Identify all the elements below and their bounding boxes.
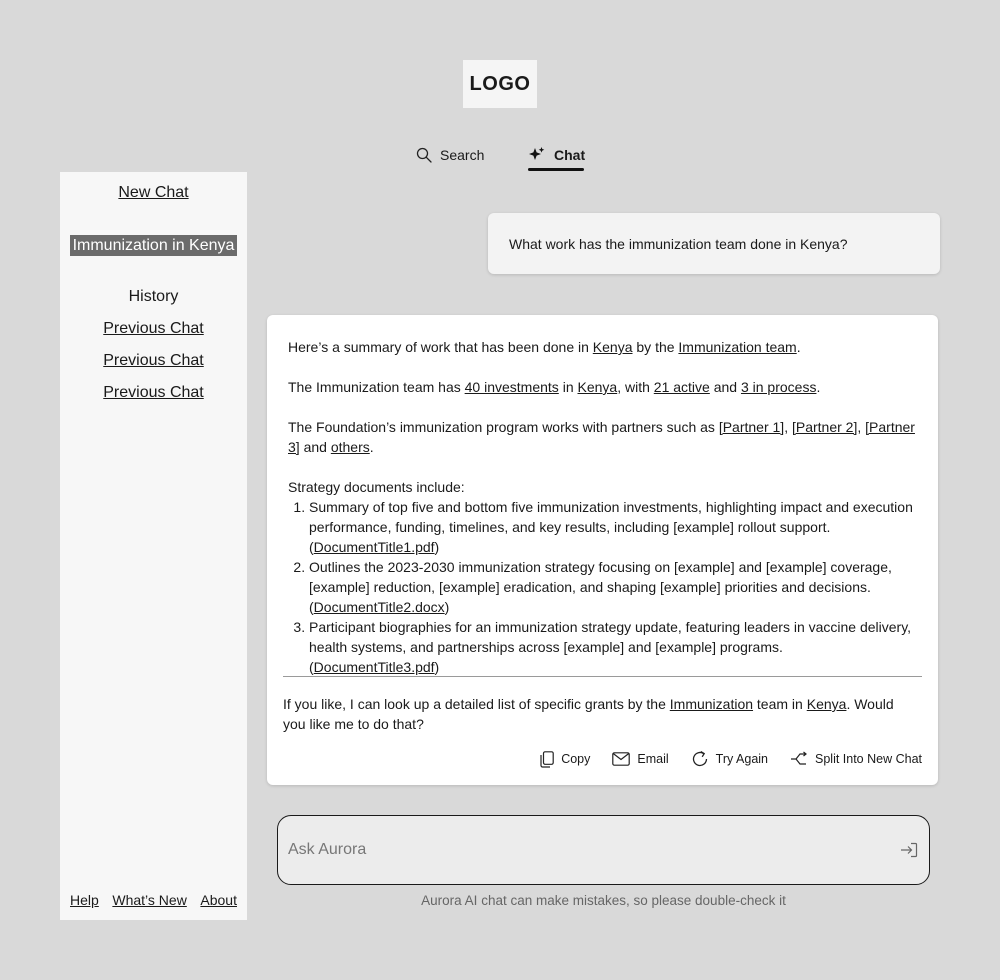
text: , with [617,379,654,395]
disclaimer: Aurora AI chat can make mistakes, so please double-check it [421,893,786,908]
sidebar-item-previous-chat[interactable]: Previous Chat [103,352,204,369]
documents-list [288,497,916,677]
response-body [288,337,916,677]
text: and [299,439,331,455]
text: . [369,439,374,455]
assistant-response [267,315,938,785]
immunization-link[interactable]: Immunization [669,696,754,712]
text: in [558,379,578,395]
text: . Would you like me to do that? [283,696,894,732]
partner-2-link[interactable]: [Partner 2] [791,419,858,435]
text: The Immunization team has [288,379,465,395]
tab-search[interactable] [416,138,484,172]
try-again-label: Try Again [715,752,768,766]
email-label: Email [637,752,669,766]
chat-input-box [277,815,930,885]
investments-paragraph [288,377,916,397]
sidebar-footer [70,892,237,908]
in-process-investments-link[interactable]: 3 in process [740,379,817,395]
investments-link[interactable]: 40 investments [464,379,559,395]
tab-bar [0,138,1000,174]
help-link[interactable]: Help [70,892,99,908]
refresh-icon [691,750,709,768]
send-button[interactable] [889,842,929,858]
text: by the [632,339,679,355]
partners-paragraph [288,417,916,457]
partner-3-link[interactable]: [Partner 3] [288,419,915,455]
text: , [784,419,792,435]
divider [283,676,922,677]
kenya-link[interactable]: Kenya [592,339,633,355]
split-icon [790,751,808,767]
text: and [709,379,741,395]
active-tab-indicator [528,168,584,171]
list-item [309,497,916,557]
text: If you like, I can look up a detailed list of specific grants by the [283,696,670,712]
kenya-link[interactable]: Kenya [577,379,618,395]
followup-question [283,694,913,734]
partner-1-link[interactable]: [Partner 1] [718,419,785,435]
others-link[interactable]: others [330,439,370,455]
sparkle-icon [528,146,546,164]
sidebar-item-previous-chat[interactable]: Previous Chat [103,320,204,337]
new-chat-link[interactable]: New Chat [118,184,189,201]
send-icon [900,842,918,858]
text: ) [444,599,450,615]
documents-intro: Strategy documents include: [288,479,465,495]
sidebar [60,172,247,920]
user-message [488,213,940,274]
text: The Foundation’s immunization program works with partners such as [288,419,719,435]
user-message-text: What work has the immunization team done in Kenya? [509,235,848,252]
copy-label: Copy [561,752,591,766]
sidebar-item-active-chat[interactable]: Immunization in Kenya [70,235,237,256]
text: Outlines the 2023-2030 immunization strategy focusing on [example] and [example] coverage, [example] reduction, [example] eradication, and shaping [example] priorities and decisions. ( [309,559,892,615]
response-actions [540,749,922,769]
sidebar-item-previous-chat[interactable]: Previous Chat [103,384,204,401]
history-heading: History [128,288,179,305]
mail-icon [612,752,630,766]
tab-search-label: Search [440,147,485,163]
text: Participant biographies for an immunization strategy update, featuring leaders in vaccine delivery, health systems, and partnerships across [example] and [example] programs. ( [309,619,912,675]
email-button[interactable] [612,749,668,769]
text: , [857,419,866,435]
document-2-link[interactable]: DocumentTitle2.docx [313,599,445,615]
logo: LOGO [463,60,537,108]
whats-new-link[interactable]: What’s New [112,892,187,908]
list-item [309,557,916,617]
summary-paragraph [288,337,916,357]
active-investments-link[interactable]: 21 active [653,379,710,395]
copy-button[interactable] [540,749,590,769]
ask-input[interactable] [278,830,889,870]
list-item [309,617,916,677]
text: . [796,339,801,355]
search-icon [416,147,432,163]
about-link[interactable]: About [200,892,237,908]
text: ) [434,539,440,555]
text: team in [753,696,807,712]
split-into-new-chat-button[interactable] [790,749,922,769]
document-3-link[interactable]: DocumentTitle3.pdf [313,659,435,675]
try-again-button[interactable] [691,749,768,769]
tab-chat[interactable] [528,138,585,172]
document-1-link[interactable]: DocumentTitle1.pdf [313,539,435,555]
kenya-link[interactable]: Kenya [806,696,847,712]
tab-chat-label: Chat [554,147,586,163]
text: Summary of top five and bottom five immunization investments, highlighting impact and execution performance, funding, timelines, and key results, including [example] rollout support. ( [309,499,913,555]
text: Here’s a summary of work that has been done in [288,339,593,355]
split-label: Split Into New Chat [815,752,922,766]
copy-icon [540,751,554,768]
text: . [816,379,821,395]
text: ) [434,659,440,675]
immunization-team-link[interactable]: Immunization team [678,339,797,355]
